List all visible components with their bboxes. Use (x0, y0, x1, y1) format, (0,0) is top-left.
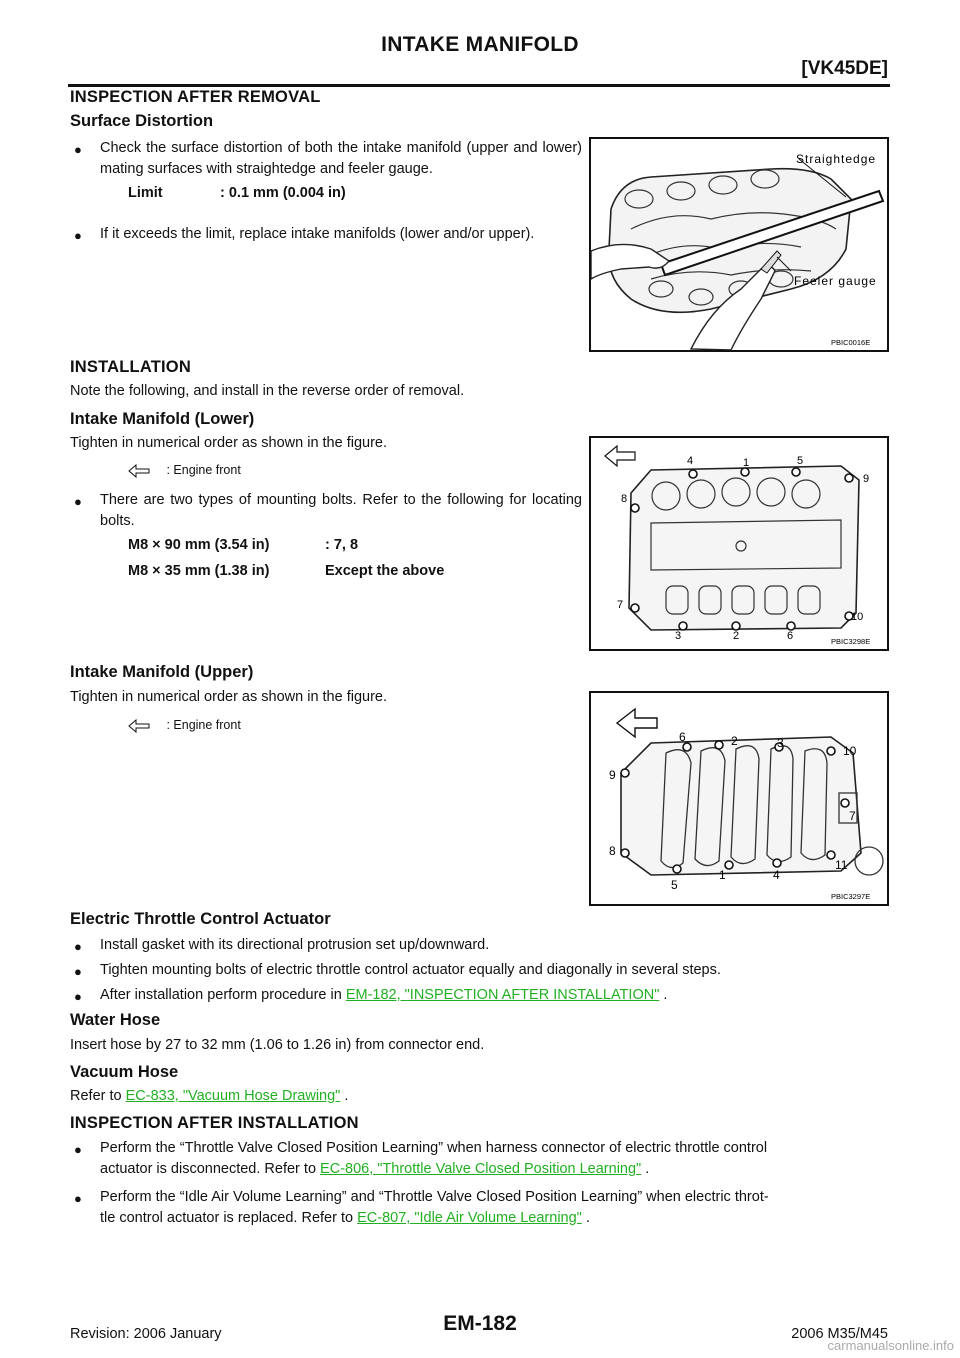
bolt-number: 9 (609, 768, 616, 782)
upper-intro: Tighten in numerical order as shown in the figure. (70, 689, 388, 705)
bullet-install-gasket: ● Install gasket with its directional protrusion set up/downward. (74, 935, 894, 956)
footer-model: 2006 M35/M45 (791, 1326, 888, 1342)
installation-intro: Note the following, and install in the reverse order of removal. (70, 383, 465, 399)
heading-installation: INSTALLATION (70, 358, 191, 376)
bolt-number: 9 (863, 473, 870, 485)
upper-manifold-illustration (591, 693, 887, 904)
bullet-throttle-learning: ● Perform the “Throttle Valve Closed Position Learning” when harness connector of electric throttle control actuator is disconnected. Refer to EC-806, "Throttle Valve Closed Position Learning" . (74, 1140, 768, 1177)
figure-code: PBIC0016E (831, 338, 871, 347)
bolt-number: 1 (719, 868, 726, 882)
bolt-number: 10 (851, 611, 864, 623)
page-number: EM-182 (443, 1312, 517, 1335)
bolt-number: 7 (849, 809, 856, 823)
bullet-icon: ● (74, 142, 82, 157)
bolt-number: 1 (743, 457, 750, 469)
bolt-number: 2 (733, 630, 740, 642)
bolt-number: 6 (679, 730, 686, 744)
bullet-replace-manifolds: ● If it exceeds the limit, replace intake manifolds (lower and/or upper). (74, 224, 582, 245)
bullet-two-bolt-types: ● There are two types of mounting bolts. Refer to the following for locating bolts. (74, 492, 582, 529)
bolt-location-1: : 7, 8 (325, 537, 359, 553)
bullet-idle-air-learning: ● Perform the “Idle Air Volume Learning” and “Throttle Valve Closed Position Learning” when electric throt- tle control actuator is replaced. Refer to EC-807, "Idle Air Volume Learning" . (74, 1189, 769, 1226)
footer-revision: Revision: 2006 January (70, 1326, 222, 1342)
link-ec-806-throttle-learning[interactable]: EC-806, "Throttle Valve Closed Position Learning" (320, 1161, 642, 1177)
bolt-number: 4 (687, 455, 694, 467)
vacuum-hose-text: Refer to EC-833, "Vacuum Hose Drawing" . (70, 1088, 349, 1104)
bolt-number: 6 (787, 630, 794, 642)
bullet-icon: ● (74, 964, 82, 979)
bolt-location-2: Except the above (325, 563, 445, 579)
figure-intake-manifold-lower (589, 436, 889, 651)
engine-front-arrow-icon (605, 446, 635, 466)
figure-code: PBIC3297E (831, 892, 871, 901)
bolt-number: 3 (675, 630, 682, 642)
bullet-icon: ● (74, 1142, 82, 1157)
lower-manifold-illustration (591, 438, 887, 649)
header-rule (68, 84, 890, 87)
bolt-number: 10 (843, 744, 857, 758)
watermark: carmanualsonline.info (827, 1338, 954, 1353)
bolt-size-2: M8 × 35 mm (1.38 in) (128, 563, 270, 579)
bolt-number: 4 (773, 868, 780, 882)
figure-surface-distortion (589, 137, 889, 352)
bullet-icon: ● (74, 494, 82, 509)
subheading-surface-distortion: Surface Distortion (70, 112, 214, 130)
subheading-throttle-actuator: Electric Throttle Control Actuator (70, 910, 331, 928)
bolt-number: 7 (617, 599, 624, 611)
figure-label-straightedge: Straightedge (796, 152, 877, 166)
bullet-icon: ● (74, 989, 82, 1004)
engine-front-arrow-icon (128, 719, 150, 733)
bullet-check-distortion: ● Check the surface distortion of both the intake manifold (upper and lower) mating surfaces with straightedge and feeler gauge. (74, 140, 582, 177)
bolt-number: 8 (621, 493, 628, 505)
bullet-icon: ● (74, 1191, 82, 1206)
link-ec-807-idle-air-learning[interactable]: EC-807, "Idle Air Volume Learning" (357, 1210, 582, 1226)
lower-intro: Tighten in numerical order as shown in the figure. (70, 435, 388, 451)
figure-code: PBIC3298E (831, 637, 871, 646)
bullet-tighten-bolts: ● Tighten mounting bolts of electric throttle control actuator equally and diagonally in several steps. (74, 960, 894, 981)
bolt-number: 11 (835, 858, 848, 872)
bolt-number: 3 (777, 736, 784, 750)
figure-label-feeler-gauge: Feeler gauge (794, 274, 877, 288)
subheading-water-hose: Water Hose (70, 1011, 161, 1029)
upper-engine-front-note: : Engine front (128, 717, 229, 735)
bullet-icon: ● (74, 939, 82, 954)
engine-model-tag: [VK45DE] (801, 58, 888, 79)
figure-intake-manifold-upper (589, 691, 889, 906)
page-title: INTAKE MANIFOLD (381, 33, 579, 56)
bolt-number: 2 (731, 734, 738, 748)
bolt-number: 8 (609, 844, 616, 858)
limit-label: Limit (128, 185, 163, 201)
subheading-vacuum-hose: Vacuum Hose (70, 1063, 179, 1081)
subheading-intake-manifold-upper: Intake Manifold (Upper) (70, 663, 254, 681)
bolt-number: 5 (797, 455, 804, 467)
water-hose-text: Insert hose by 27 to 32 mm (1.06 to 1.26 in) from connector end. (70, 1037, 485, 1053)
bullet-icon: ● (74, 228, 82, 243)
heading-inspection-after-removal: INSPECTION AFTER REMOVAL (70, 88, 321, 106)
link-em-182-inspection[interactable]: EM-182, "INSPECTION AFTER INSTALLATION" (345, 987, 660, 1003)
engine-front-arrow-icon (128, 464, 150, 478)
bolt-size-1: M8 × 90 mm (3.54 in) (128, 537, 270, 553)
heading-inspection-after-installation: INSPECTION AFTER INSTALLATION (70, 1114, 359, 1132)
bolt-number: 5 (671, 878, 678, 892)
lower-engine-front-note: : Engine front (128, 462, 229, 480)
manifold-straightedge-illustration (591, 139, 887, 350)
subheading-intake-manifold-lower: Intake Manifold (Lower) (70, 410, 255, 428)
link-ec-833-vacuum-hose[interactable]: EC-833, "Vacuum Hose Drawing" (125, 1088, 341, 1104)
limit-value: : 0.1 mm (0.004 in) (220, 185, 346, 201)
bullet-after-installation: ● After installation perform procedure in EM-182, "INSPECTION AFTER INSTALLATION" . (74, 985, 894, 1006)
engine-front-arrow-icon (617, 709, 657, 737)
